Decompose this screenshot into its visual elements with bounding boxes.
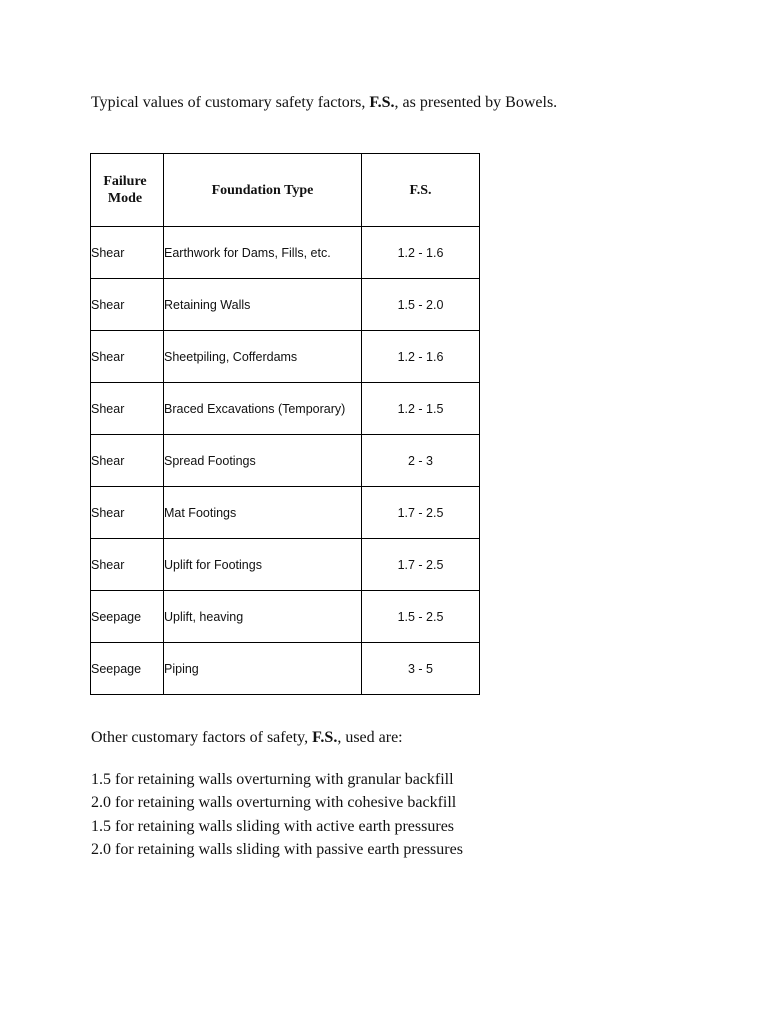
header-failure-mode: [91, 154, 164, 227]
intro-paragraph: [91, 94, 557, 112]
cell-fs: 1.2 - 1.6: [362, 227, 480, 279]
table-row: [91, 591, 480, 643]
cell-foundation-type: Spread Footings: [164, 435, 362, 487]
header-foundation-type: Foundation Type: [164, 154, 362, 227]
cell-fs: 3 - 5: [362, 643, 480, 695]
cell-foundation-type: Uplift, heaving: [164, 591, 362, 643]
cell-fs: 1.7 - 2.5: [362, 487, 480, 539]
cell-foundation-type: Uplift for Footings: [164, 539, 362, 591]
table-row: [91, 487, 480, 539]
cell-failure-mode: Seepage: [91, 643, 164, 695]
cell-failure-mode: Shear: [91, 487, 164, 539]
table-row: [91, 435, 480, 487]
cell-foundation-type: Braced Excavations (Temporary): [164, 383, 362, 435]
cell-fs: 1.2 - 1.5: [362, 383, 480, 435]
table-row: [91, 383, 480, 435]
list-item: 1.5 for retaining walls sliding with active earth pressures: [91, 817, 455, 835]
table-row: [91, 643, 480, 695]
cell-foundation-type: Sheetpiling, Cofferdams: [164, 331, 362, 383]
cell-foundation-type: Earthwork for Dams, Fills, etc.: [164, 227, 362, 279]
table-body: [91, 227, 480, 695]
list-item: 2.0 for retaining walls sliding with passive earth pressures: [91, 840, 463, 858]
other-text-before: Other customary factors of safety,: [91, 729, 313, 746]
safety-factor-table: [90, 153, 480, 695]
cell-failure-mode: Shear: [91, 279, 164, 331]
table-row: [91, 539, 480, 591]
cell-fs: 1.2 - 1.6: [362, 331, 480, 383]
table-row: [91, 331, 480, 383]
cell-fs: 1.5 - 2.0: [362, 279, 480, 331]
table-row: [91, 279, 480, 331]
other-factors-intro: [91, 729, 403, 747]
cell-foundation-type: Mat Footings: [164, 487, 362, 539]
cell-failure-mode: Shear: [91, 539, 164, 591]
intro-text-after: , as presented by Bowels.: [394, 94, 558, 111]
list-item: 1.5 for retaining walls overturning with granular backfill: [91, 771, 454, 788]
other-text-after: , used are:: [337, 729, 403, 746]
cell-failure-mode: Shear: [91, 331, 164, 383]
intro-fs-bold: F.S.: [369, 94, 395, 111]
list-item: 2.0 for retaining walls overturning with cohesive backfill: [91, 794, 457, 812]
cell-failure-mode: Shear: [91, 383, 164, 435]
other-fs-bold: F.S.: [312, 729, 338, 746]
header-failure-mode-line2: Mode: [107, 191, 143, 206]
cell-failure-mode: Seepage: [91, 591, 164, 643]
cell-foundation-type: Piping: [164, 643, 362, 695]
cell-fs: 1.7 - 2.5: [362, 539, 480, 591]
table-row: [91, 227, 480, 279]
cell-foundation-type: Retaining Walls: [164, 279, 362, 331]
header-failure-mode-line1: Failure: [103, 174, 147, 189]
cell-fs: 2 - 3: [362, 435, 480, 487]
cell-failure-mode: Shear: [91, 435, 164, 487]
header-fs: F.S.: [362, 154, 480, 227]
cell-failure-mode: Shear: [91, 227, 164, 279]
intro-text-before: Typical values of customary safety factors,: [91, 94, 370, 111]
other-factors-list: [91, 768, 463, 861]
table-header-row: [91, 154, 480, 227]
cell-fs: 1.5 - 2.5: [362, 591, 480, 643]
